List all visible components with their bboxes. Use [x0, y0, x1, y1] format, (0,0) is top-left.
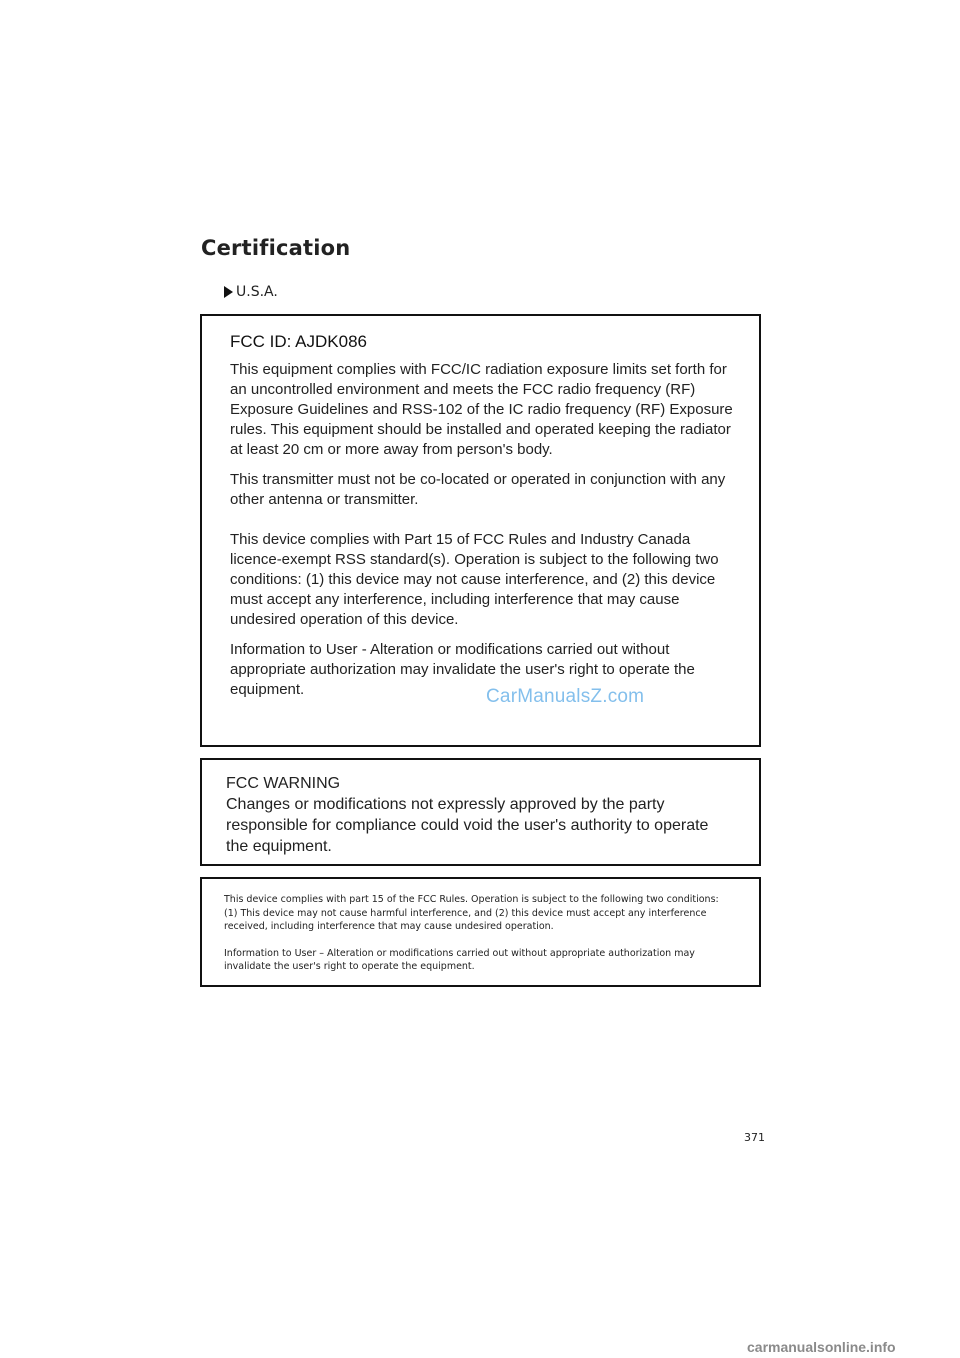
- fcc-warning-box: [200, 758, 761, 866]
- triangle-bullet-icon: [224, 286, 233, 298]
- part15-notice-paragraph: This device complies with part 15 of the FCC Rules. Operation is subject to the following two conditions: (1) This device may not cause harmful interference, and (2) this device must accept any interference received, including interference that may cause undesired operation.: [224, 894, 719, 932]
- region-heading: [224, 284, 278, 300]
- page-number: 371: [744, 1131, 765, 1144]
- fcc-warning-title: FCC WARNING: [226, 775, 341, 792]
- user-information-paragraph: Information to User - Alteration or modifications carried out without appropriate authorization may invalidate the user's right to operate the equipment.: [230, 641, 695, 698]
- part15-paragraph: This device complies with Part 15 of FCC Rules and Industry Canada licence-exempt RSS standard(s). Operation is subject to the following two conditions: (1) this device may not cause interference, and (2) this device must accept any interference, including interference that may cause undesired operation of this device.: [230, 531, 719, 628]
- rf-exposure-paragraph: This equipment complies with FCC/IC radiation exposure limits set forth for an uncontrolled environment and meets the FCC radio frequency (RF) Exposure Guidelines and RSS-102 of the IC radio frequency (RF) Exposure rules. This equipment should be installed and operated keeping the radiator at least 20 cm or more away from person's body.: [230, 361, 733, 458]
- user-notice-paragraph: Information to User – Alteration or modifications carried out without appropriate authorization may invalidate the user's right to operate the equipment.: [224, 947, 695, 972]
- footer-site-label: carmanualsonline.info: [747, 1339, 896, 1355]
- watermark: CarManualsZ.com: [486, 686, 645, 707]
- fcc-id: FCC ID: AJDK086: [230, 332, 367, 351]
- part15-notice-box: [200, 877, 761, 987]
- fcc-ic-statement-box: [200, 314, 761, 747]
- fcc-warning-body: Changes or modifications not expressly approved by the party responsible for compliance could void the user's authority to operate the equipment.: [226, 796, 709, 855]
- region-label: U.S.A.: [236, 284, 278, 300]
- page-title: Certification: [201, 236, 351, 260]
- colocation-paragraph: This transmitter must not be co-located or operated in conjunction with any other antenna or transmitter.: [230, 471, 726, 508]
